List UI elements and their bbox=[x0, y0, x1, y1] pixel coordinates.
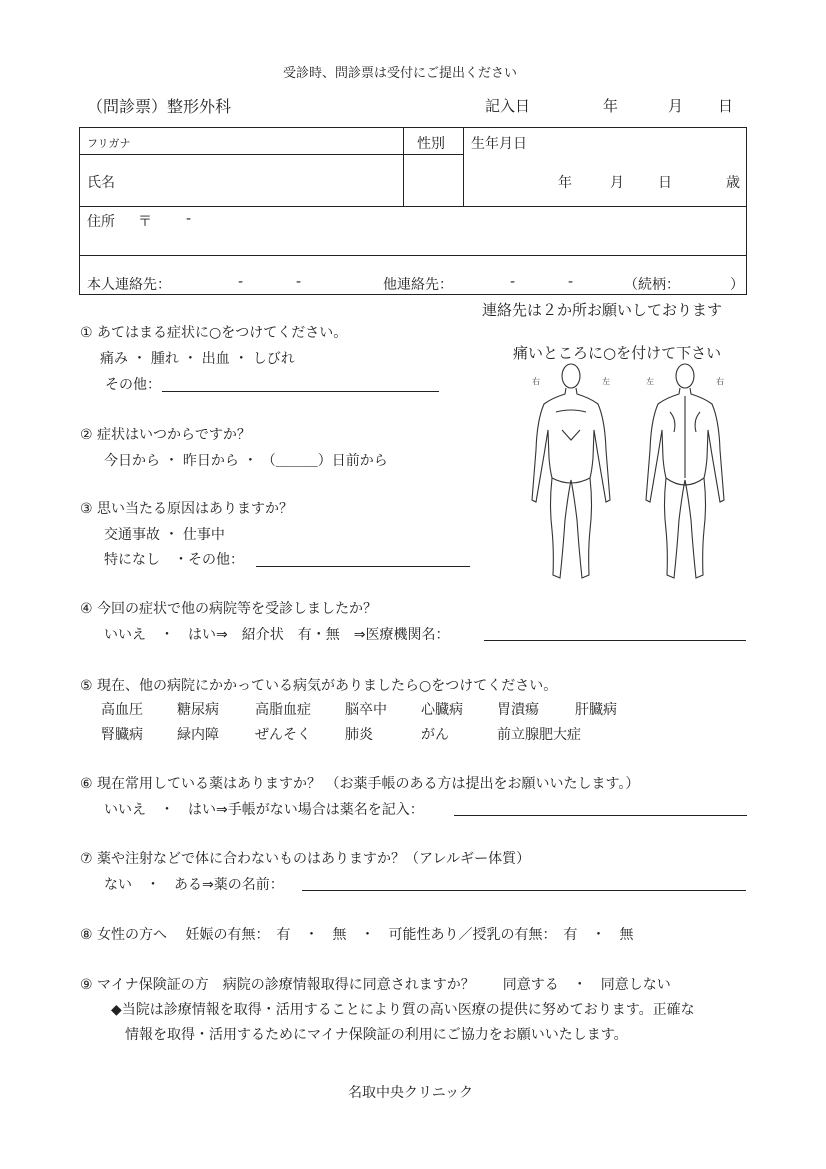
question-3-other-field[interactable] bbox=[256, 566, 470, 567]
contact-divider bbox=[80, 255, 746, 256]
question-3-other-label: 特になし ・その他： bbox=[104, 552, 244, 568]
sex-right-divider bbox=[463, 128, 464, 206]
age-unit-label: 歳 bbox=[726, 175, 740, 191]
relation-label: （続柄： bbox=[624, 277, 680, 293]
question-9-note-line-2: 情報を取得・活用するためにマイナ保険証の利用にご協力をお願いいたします。 bbox=[125, 1027, 628, 1043]
sex-label: 性別 bbox=[417, 136, 445, 152]
disease-option[interactable]: 緑内障 bbox=[177, 727, 219, 743]
figure-caption: 痛いところに○を付けて下さい bbox=[513, 344, 722, 362]
address-label: 住所 bbox=[87, 214, 115, 230]
address-top-divider bbox=[80, 206, 746, 207]
disease-option[interactable]: 肝臓病 bbox=[575, 702, 617, 718]
question-1-options: 痛み ・ 腫れ ・ 出血 ・ しびれ bbox=[100, 351, 295, 367]
furigana-divider bbox=[80, 154, 463, 155]
question-8: ⑧ 女性の方へ 妊娠の有無： 有 ・ 無 ・ 可能性あり／授乳の有無： 有 ・ 無 bbox=[80, 927, 634, 943]
question-1: ① あてはまる症状に○をつけてください。 bbox=[80, 325, 348, 341]
submission-notice: 受診時、問診票は受付にご提出ください bbox=[283, 66, 518, 81]
form-title: （問診票）整形外科 bbox=[87, 97, 232, 116]
name-label: 氏名 bbox=[87, 175, 115, 191]
question-6: ⑥ 現在常用している薬はありますか？ （お薬手帳のある方は提出をお願いいたします。） bbox=[80, 776, 640, 792]
entry-month-label: 月 bbox=[668, 97, 684, 115]
question-1-other-field[interactable] bbox=[162, 391, 439, 392]
self-contact-dash-1: - bbox=[238, 274, 244, 290]
question-5: ⑤ 現在、他の病院にかかっている病気がありましたら○をつけてください。 bbox=[80, 678, 558, 694]
question-9: ⑨ マイナ保険証の方 病院の診療情報取得に同意されますか？ 同意する ・ 同意しない bbox=[80, 977, 671, 993]
body-diagram bbox=[522, 360, 740, 586]
disease-option[interactable]: 糖尿病 bbox=[177, 702, 219, 718]
disease-option[interactable]: 腎臓病 bbox=[101, 727, 143, 743]
contact-note: 連絡先は２か所お願いしております bbox=[482, 301, 723, 319]
self-contact-label: 本人連絡先： bbox=[87, 277, 171, 293]
furigana-label: フリガナ bbox=[87, 137, 131, 150]
disease-option[interactable]: 高血圧 bbox=[101, 702, 143, 718]
question-7: ⑦ 薬や注射などで体に合わないものはありますか？（アレルギー体質） bbox=[80, 851, 531, 867]
disease-option[interactable]: 肺炎 bbox=[345, 727, 373, 743]
other-contact-label: 他連絡先： bbox=[383, 277, 453, 293]
question-2-options: 今日から ・ 昨日から ・ （＿＿＿）日前から bbox=[104, 453, 388, 469]
disease-option[interactable]: 胃潰瘍 bbox=[497, 702, 539, 718]
body-outline-figure bbox=[522, 360, 740, 586]
disease-option[interactable]: ぜんそく bbox=[255, 727, 311, 743]
self-contact-dash-2: - bbox=[296, 274, 302, 290]
disease-option[interactable]: 心臓病 bbox=[421, 702, 463, 718]
other-contact-dash-2: - bbox=[568, 274, 574, 290]
back-right-mark: 右 bbox=[716, 377, 724, 386]
question-1-other-label: その他： bbox=[105, 377, 161, 393]
entry-day-label: 日 bbox=[718, 97, 734, 115]
birth-year-label: 年 bbox=[558, 175, 572, 191]
question-7-medicine-field[interactable] bbox=[302, 890, 746, 891]
postal-mark: 〒 bbox=[138, 214, 152, 230]
disease-option[interactable]: 脳卒中 bbox=[345, 702, 387, 718]
birth-day-label: 日 bbox=[658, 175, 672, 191]
birthdate-label: 生年月日 bbox=[471, 136, 527, 152]
question-4-institution-field[interactable] bbox=[484, 640, 746, 641]
postal-dash: - bbox=[186, 211, 192, 227]
front-right-mark: 右 bbox=[532, 377, 540, 386]
disease-option[interactable]: 高脂血症 bbox=[255, 702, 311, 718]
question-3: ③ 思い当たる原因はありますか？ bbox=[80, 501, 294, 517]
question-7-options: ない ・ ある⇒薬の名前： bbox=[104, 877, 284, 893]
sex-left-divider bbox=[403, 128, 404, 206]
entry-year-label: 年 bbox=[603, 97, 619, 115]
question-6-options: いいえ ・ はい⇒手帳がない場合は薬名を記入： bbox=[104, 802, 424, 818]
question-9-note-line-1: ◆当院は診療情報を取得・活用することにより質の高い医療の提供に努めております。正確な bbox=[111, 1002, 695, 1018]
relation-close: ） bbox=[730, 277, 744, 293]
disease-option[interactable]: 前立腺肥大症 bbox=[497, 727, 581, 743]
entry-date-label: 記入日 bbox=[485, 97, 531, 115]
question-3-options: 交通事故 ・ 仕事中 bbox=[104, 527, 225, 543]
other-contact-dash-1: - bbox=[510, 274, 516, 290]
question-4: ④ 今回の症状で他の病院等を受診しましたか？ bbox=[80, 601, 377, 617]
front-left-mark: 左 bbox=[602, 377, 610, 386]
question-6-medicine-field[interactable] bbox=[454, 815, 747, 816]
clinic-name: 名取中央クリニック bbox=[348, 1085, 474, 1101]
question-4-options: いいえ ・ はい⇒ 紹介状 有・無 ⇒医療機関名： bbox=[104, 627, 450, 643]
back-left-mark: 左 bbox=[646, 377, 654, 386]
question-2: ② 症状はいつからですか？ bbox=[80, 427, 251, 443]
disease-option[interactable]: がん bbox=[421, 727, 449, 743]
patient-info-table bbox=[79, 127, 747, 295]
birth-month-label: 月 bbox=[610, 175, 624, 191]
